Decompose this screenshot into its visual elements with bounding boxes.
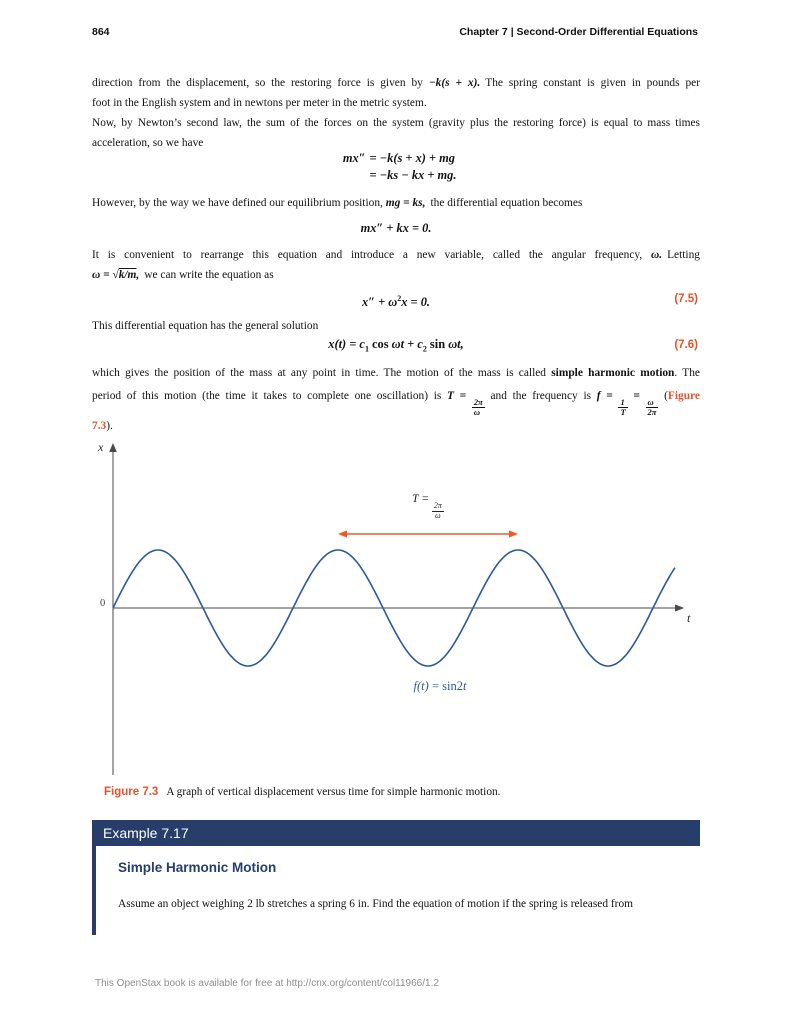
example-box — [92, 820, 700, 935]
footer-text: This OpenStax book is available for free at http://cnx.org/content/col11966/1.2 — [95, 978, 439, 989]
figure-reference[interactable]: Figure — [667, 389, 700, 402]
math-rhs: = −ks − kx + mg. — [369, 168, 457, 182]
figure-caption-text: A graph of vertical displacement versus time for simple harmonic motion. — [166, 786, 501, 798]
equation-newton — [92, 150, 700, 189]
equation-line — [336, 167, 457, 184]
text-run: foot in the English system and in newtons per meter in the metric system. — [92, 96, 427, 109]
bold-term: simple harmonic motion — [551, 367, 675, 379]
text-line — [92, 246, 700, 266]
page-number: 864 — [92, 26, 110, 38]
figure-caption — [104, 786, 700, 798]
example-subtitle: Simple Harmonic Motion — [118, 860, 277, 875]
text-run: direction from the displacement, so the restoring force is given by — [92, 77, 429, 89]
equation-7-5 — [92, 290, 700, 311]
figure-reference[interactable]: 7.3 — [92, 420, 107, 433]
chapter-header: Chapter 7 | Second-Order Differential Equations — [459, 26, 698, 38]
equation-7-6 — [92, 336, 700, 357]
text-line — [92, 417, 700, 437]
math-display: + c — [404, 337, 423, 351]
text-run: ( — [658, 389, 668, 402]
math-lhs-empty — [336, 167, 366, 184]
equation-number: (7.6) — [674, 339, 698, 351]
math-inline: T = — [447, 389, 472, 402]
t-axis-arrowhead — [675, 604, 684, 611]
page-footer — [95, 978, 439, 989]
text-line — [92, 194, 700, 214]
equation-line — [336, 150, 457, 167]
fraction-period: $\frac{2\pi}{\omega}$ — [473, 396, 483, 417]
math-inline: ω = √ — [92, 268, 119, 281]
math-subscript: 2 — [422, 344, 427, 354]
paragraph-restoring-force — [92, 74, 700, 113]
math-function: sin — [426, 337, 449, 351]
text-run: This differential equation has the general solution — [92, 320, 319, 332]
paragraph-newton-law — [92, 114, 700, 153]
math-inline: f = — [596, 389, 619, 402]
text-run: and the frequency is — [484, 389, 597, 402]
text-run: . The — [674, 367, 700, 379]
example-title: Example 7.17 — [103, 825, 189, 841]
math-inline: ω. — [651, 249, 663, 261]
math-inline: −k(s + x). — [428, 77, 481, 89]
text-line — [92, 317, 700, 337]
math-display: mx″ + kx = 0. — [360, 221, 432, 235]
fraction-frequency-2: $\frac{\omega}{2\pi}$ — [647, 396, 657, 417]
y-axis-arrowhead — [109, 443, 117, 452]
text-line — [92, 384, 700, 418]
math-inline: = — [627, 389, 646, 402]
math-rhs: = −k(s + x) + mg — [369, 151, 455, 165]
math-display: ωt, — [448, 337, 464, 351]
math-radicand: k/m — [118, 268, 137, 281]
sine-plot-svg — [95, 440, 725, 780]
text-run: It is convenient to rearrange this equation and introduce a new variable, called the angular frequency, — [92, 249, 651, 261]
text-run: we can write the equation as — [144, 268, 274, 281]
text-run: the differential equation becomes — [430, 197, 583, 209]
math-function: cos — [368, 337, 392, 351]
equation-mx-kx — [92, 220, 700, 237]
equation-number: (7.5) — [674, 293, 698, 305]
text-run: acceleration, so we have — [92, 136, 204, 149]
paragraph-angular-frequency — [92, 246, 700, 285]
paragraph-general-solution — [92, 317, 700, 337]
math-inline: , — [136, 268, 140, 281]
function-label: f(t) = sin2t — [413, 679, 467, 693]
figure-7-3-graph — [95, 440, 725, 780]
text-line — [92, 74, 700, 94]
text-line — [92, 114, 700, 134]
paragraph-equilibrium — [92, 194, 700, 214]
period-annotation: T = $\frac{2\pi}{\omega}$ — [412, 493, 442, 520]
text-run: Letting — [667, 249, 700, 261]
fraction-frequency-1: $\frac{1}{T}$ — [620, 396, 626, 417]
t-axis-label: t — [687, 611, 691, 625]
text-line — [92, 364, 700, 384]
text-line — [92, 266, 700, 286]
math-superscript: 2 — [397, 294, 402, 303]
math-display: x(t) = c — [328, 337, 365, 351]
period-arrow-right-head — [509, 530, 518, 537]
example-header-bar — [92, 820, 700, 846]
text-run: which gives the position of the mass at any point in time. The motion of the mass is called — [92, 367, 552, 379]
math-inline: mg = ks, — [385, 197, 426, 209]
example-body — [92, 846, 700, 935]
example-text: Assume an object weighing 2 lb stretches a spring 6 in. Find the equation of motion if the spring is released from — [118, 898, 634, 910]
math-display: x″ + ω — [361, 295, 398, 310]
y-axis-label: x — [98, 440, 104, 454]
paragraph-simple-harmonic — [92, 364, 700, 437]
text-run: Now, by Newton’s second law, the sum of the forces on the system (gravity plus the restoring force) is equal to mass times — [92, 117, 700, 129]
text-run: However, by the way we have defined our equilibrium position, — [92, 197, 386, 209]
text-run: The spring constant is given in pounds per — [485, 77, 701, 89]
page-header — [92, 26, 698, 38]
text-line — [92, 94, 700, 114]
math-subscript: 1 — [364, 344, 369, 354]
origin-label: 0 — [100, 598, 106, 609]
period-arrow-left-head — [338, 530, 347, 537]
math-display: x = 0. — [401, 295, 430, 310]
equation-align-block — [336, 150, 457, 184]
math-lhs: mx″ — [342, 151, 366, 165]
figure-caption-label: Figure 7.3 — [104, 786, 159, 798]
fraction-period-annotation: $\frac{2\pi}{\omega}$ — [433, 501, 442, 520]
text-run: ). — [106, 420, 113, 433]
math-display: ωt — [391, 337, 405, 351]
text-run: period of this motion (the time it takes to complete one oscillation) is — [92, 389, 447, 402]
